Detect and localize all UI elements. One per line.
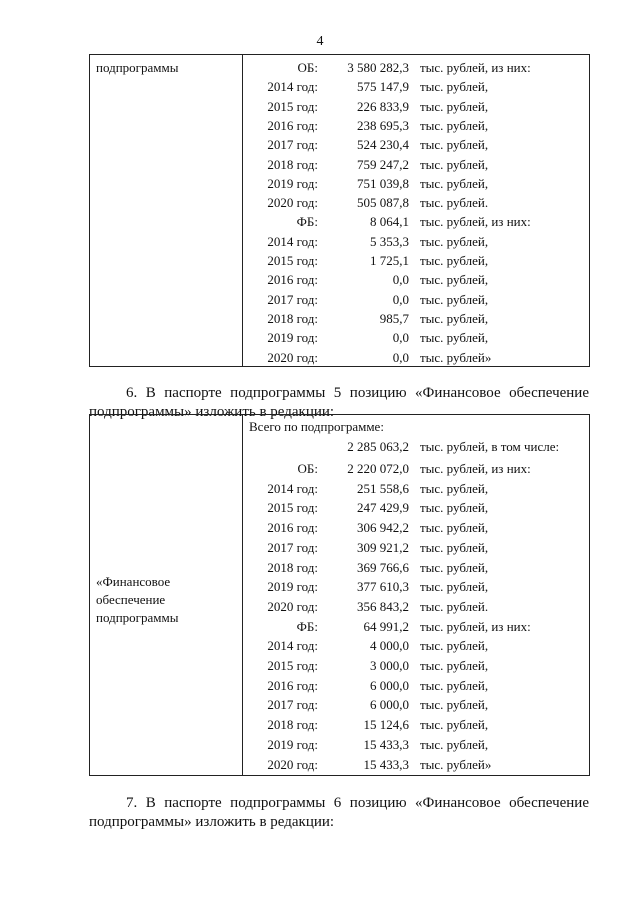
paragraph-7-line-2: подпрограммы» изложить в редакции: xyxy=(89,814,335,830)
row-unit: тыс. рублей, xyxy=(420,291,489,307)
row-label: 2019 год: xyxy=(267,736,318,752)
row-label: 2019 год: xyxy=(267,579,318,595)
row-label: 2015 год: xyxy=(267,658,318,673)
table-row xyxy=(243,232,589,251)
row-label: 2020 год: xyxy=(267,598,318,614)
table-row xyxy=(243,755,589,774)
financing-table-1 xyxy=(89,54,590,367)
table-row xyxy=(243,58,589,77)
row-label: 2016 год: xyxy=(267,677,318,693)
table-row xyxy=(243,676,589,695)
paragraph-6-line-2: подпрограммы» изложить в редакции: xyxy=(89,404,335,420)
row-unit: тыс. рублей, xyxy=(420,175,489,191)
row-value: 0,0 xyxy=(392,330,409,346)
row-value: 0,0 xyxy=(392,349,409,365)
row-label: 2018 год: xyxy=(267,156,318,172)
table-row xyxy=(243,656,589,675)
row-value: 575 147,9 xyxy=(357,79,409,95)
row-value: 247 429,9 xyxy=(357,500,409,516)
row-value: 15 433,3 xyxy=(363,756,409,772)
table-row xyxy=(243,348,589,367)
row-unit: тыс. рублей, xyxy=(420,79,489,95)
total-unit: тыс. рублей, в том числе: xyxy=(420,439,560,454)
row-unit: тыс. рублей, xyxy=(420,272,489,288)
row-label: 2019 год: xyxy=(267,330,318,346)
row-label: 2016 год: xyxy=(267,117,318,133)
row-value: 1 725,1 xyxy=(370,253,409,268)
table-row xyxy=(243,135,589,154)
row-unit: тыс. рублей, xyxy=(420,330,489,346)
row-value: 15 433,3 xyxy=(363,736,409,752)
row-label: ФБ: xyxy=(296,618,318,634)
row-unit: тыс. рублей, xyxy=(420,117,489,133)
table-row xyxy=(243,270,589,289)
row-unit: тыс. рублей, из них: xyxy=(420,214,531,230)
row-unit: тыс. рублей, xyxy=(420,539,489,555)
left-column-line: «Финансовое xyxy=(96,574,171,589)
row-value: 524 230,4 xyxy=(357,137,409,153)
row-label: 2018 год: xyxy=(267,310,318,326)
table-row xyxy=(243,193,589,212)
row-value: 238 695,3 xyxy=(357,117,409,133)
row-value: 226 833,9 xyxy=(357,98,409,114)
total-header: Всего по подпрограмме: xyxy=(249,419,384,434)
paragraph-7-line-1: 7. В паспорте подпрограммы 6 позицию «Финансовое обеспечение xyxy=(126,795,589,811)
row-value: 356 843,2 xyxy=(357,598,409,614)
row-value: 751 039,8 xyxy=(357,175,409,191)
table-row xyxy=(243,328,589,347)
row-label: 2020 год: xyxy=(267,195,318,211)
row-value: 306 942,2 xyxy=(357,520,409,536)
row-unit: тыс. рублей, xyxy=(420,98,489,114)
row-unit: тыс. рублей, xyxy=(420,579,489,595)
row-value: 2 220 072,0 xyxy=(347,461,409,476)
table-row xyxy=(243,309,589,328)
table-row xyxy=(243,479,589,498)
row-unit: тыс. рублей, xyxy=(420,253,489,268)
table-row xyxy=(243,518,589,537)
row-value: 505 087,8 xyxy=(357,195,409,211)
table-row xyxy=(243,715,589,734)
table-row xyxy=(243,116,589,135)
left-column-label xyxy=(96,573,178,627)
table-row xyxy=(243,597,589,616)
total-value: 2 285 063,2 xyxy=(347,439,409,454)
row-value: 369 766,6 xyxy=(357,559,409,575)
paragraph-6-line-1: 6. В паспорте подпрограммы 5 позицию «Финансовое обеспечение xyxy=(126,385,589,401)
table-row xyxy=(243,695,589,714)
paragraph-7 xyxy=(89,794,589,832)
left-column-line: обеспечение xyxy=(96,592,166,607)
row-unit: тыс. рублей, xyxy=(420,520,489,536)
financing-table-2 xyxy=(89,414,590,776)
total-header-row xyxy=(243,417,589,436)
row-unit: тыс. рублей. xyxy=(420,195,489,211)
table-row xyxy=(243,617,589,636)
row-value: 64 991,2 xyxy=(363,618,409,634)
table-row xyxy=(243,251,589,270)
row-label: ФБ: xyxy=(296,214,318,230)
table-row xyxy=(243,577,589,596)
table-row xyxy=(243,212,589,231)
row-unit: тыс. рублей, xyxy=(420,677,489,693)
row-value: 377 610,3 xyxy=(357,579,409,595)
row-value: 0,0 xyxy=(392,272,409,288)
row-label: 2017 год: xyxy=(267,697,318,713)
row-unit: тыс. рублей» xyxy=(420,756,492,772)
row-label: 2018 год: xyxy=(267,717,318,733)
table-row xyxy=(243,459,589,478)
row-label: 2016 год: xyxy=(267,272,318,288)
row-label: 2017 год: xyxy=(267,137,318,153)
row-label: ОБ: xyxy=(297,461,318,476)
table-row xyxy=(243,77,589,96)
left-column-label: подпрограммы xyxy=(96,60,179,75)
row-unit: тыс. рублей, xyxy=(420,310,489,326)
table-row xyxy=(243,735,589,754)
left-column-line: подпрограммы xyxy=(96,610,179,625)
row-unit: тыс. рублей, xyxy=(420,137,489,153)
table-row xyxy=(243,538,589,557)
row-value: 6 000,0 xyxy=(370,697,409,713)
row-value: 0,0 xyxy=(392,291,409,307)
table-row xyxy=(243,97,589,116)
row-label: 2017 год: xyxy=(267,291,318,307)
row-unit: тыс. рублей, xyxy=(420,736,489,752)
row-unit: тыс. рублей, xyxy=(420,156,489,172)
row-unit: тыс. рублей, xyxy=(420,233,489,249)
table-row xyxy=(243,636,589,655)
row-unit: тыс. рублей. xyxy=(420,598,489,614)
row-unit: тыс. рублей» xyxy=(420,349,492,365)
row-unit: тыс. рублей, xyxy=(420,717,489,733)
row-unit: тыс. рублей, xyxy=(420,697,489,713)
row-label: 2019 год: xyxy=(267,175,318,191)
row-label: ОБ: xyxy=(297,60,318,75)
row-unit: тыс. рублей, из них: xyxy=(420,618,531,634)
row-unit: тыс. рублей, xyxy=(420,500,489,516)
table-row xyxy=(243,290,589,309)
row-value: 15 124,6 xyxy=(363,717,409,733)
row-label: 2014 год: xyxy=(267,233,318,249)
row-value: 251 558,6 xyxy=(357,480,409,496)
row-value: 8 064,1 xyxy=(370,214,409,230)
row-value: 6 000,0 xyxy=(370,677,409,693)
row-value: 4 000,0 xyxy=(370,638,409,654)
row-unit: тыс. рублей, xyxy=(420,480,489,496)
row-label: 2020 год: xyxy=(267,756,318,772)
row-value: 5 353,3 xyxy=(370,233,409,249)
page-number: 4 xyxy=(316,34,324,49)
row-label: 2020 год: xyxy=(267,349,318,365)
row-unit: тыс. рублей, xyxy=(420,559,489,575)
row-value: 3 000,0 xyxy=(370,658,409,673)
row-value: 3 580 282,3 xyxy=(347,60,409,75)
row-label: 2017 год: xyxy=(267,539,318,555)
row-unit: тыс. рублей, xyxy=(420,658,489,673)
row-label: 2014 год: xyxy=(267,638,318,654)
row-value: 309 921,2 xyxy=(357,539,409,555)
row-label: 2014 год: xyxy=(267,79,318,95)
table-row xyxy=(243,174,589,193)
total-row xyxy=(243,437,589,456)
row-label: 2015 год: xyxy=(267,500,318,516)
table-row xyxy=(243,558,589,577)
row-unit: тыс. рублей, xyxy=(420,638,489,654)
row-value: 759 247,2 xyxy=(357,156,409,172)
row-unit: тыс. рублей, из них: xyxy=(420,60,531,75)
row-unit: тыс. рублей, из них: xyxy=(420,461,531,476)
row-label: 2018 год: xyxy=(267,559,318,575)
row-value: 985,7 xyxy=(379,310,409,326)
row-label: 2015 год: xyxy=(267,98,318,114)
row-label: 2014 год: xyxy=(267,480,318,496)
row-label: 2016 год: xyxy=(267,520,318,536)
table-row xyxy=(243,498,589,517)
table-row xyxy=(243,155,589,174)
row-label: 2015 год: xyxy=(267,253,318,268)
